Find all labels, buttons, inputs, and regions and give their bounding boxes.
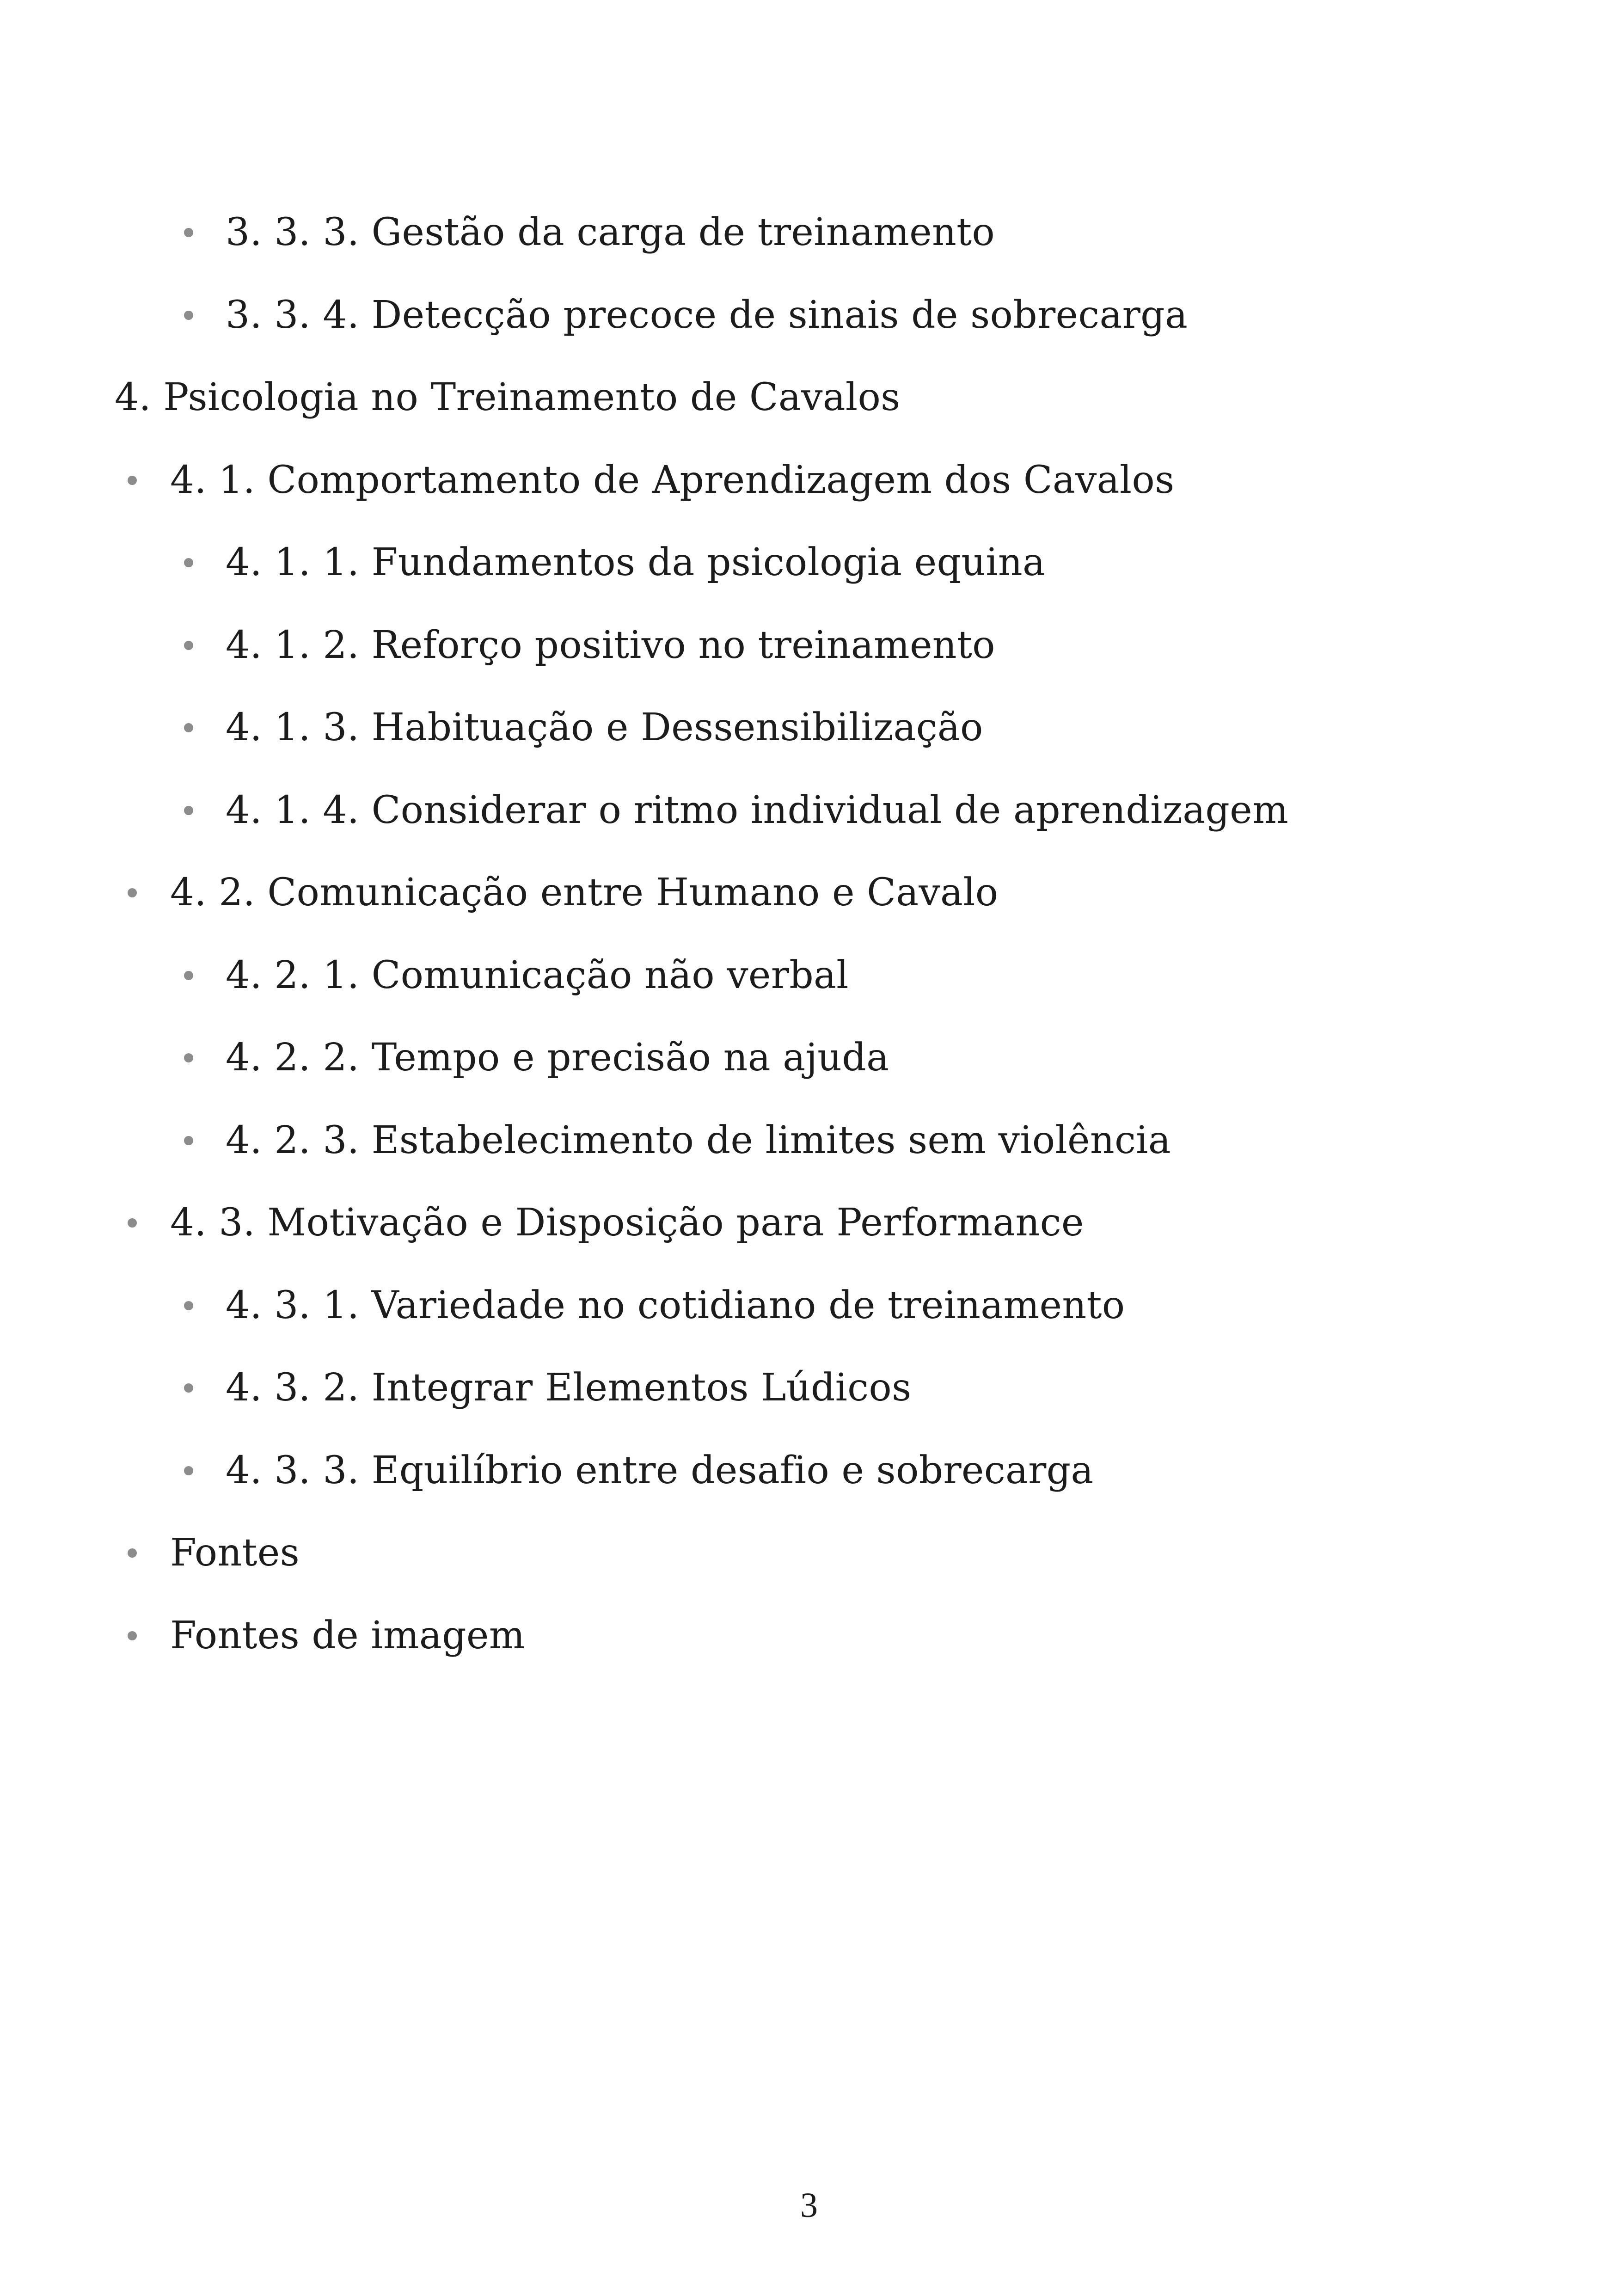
bullet-icon [184, 723, 193, 732]
bullet-icon [184, 1466, 193, 1475]
bullet-icon [128, 1548, 137, 1558]
toc-section-label: 4. 1. Comportamento de Aprendizagem dos Cavalos [170, 458, 1175, 502]
toc-entry-label: 4. 2. 2. Tempo e precisão na ajuda [226, 1036, 889, 1080]
toc-chapter-label: 4. Psicologia no Treinamento de Cavalos [115, 375, 901, 419]
bullet-icon [184, 1053, 193, 1062]
bullet-icon [184, 311, 193, 320]
bullet-icon [128, 1631, 137, 1640]
toc-entry-label: 4. 2. 3. Estabelecimento de limites sem violência [226, 1118, 1171, 1162]
toc-section-label: 4. 3. Motivação e Disposição para Performance [170, 1201, 1084, 1245]
toc-entry-label: 4. 2. 1. Comunicação não verbal [226, 953, 849, 997]
bullet-icon [184, 971, 193, 980]
bullet-icon [184, 558, 193, 567]
toc-entry-label: 4. 1. 3. Habituação e Dessensibilização [226, 706, 983, 749]
toc-entry-label: 4. 3. 2. Integrar Elementos Lúdicos [226, 1366, 912, 1410]
bullet-icon [184, 228, 193, 237]
bullet-icon [184, 1136, 193, 1145]
toc-section-label: Fontes [170, 1531, 300, 1575]
toc-entry-label: 3. 3. 3. Gestão da carga de treinamento [226, 210, 995, 254]
toc-entry-label: 4. 1. 1. Fundamentos da psicologia equina [226, 540, 1046, 584]
bullet-icon [184, 1301, 193, 1310]
bullet-icon [184, 1383, 193, 1393]
page-number: 3 [800, 2186, 818, 2225]
toc-section-label: Fontes de imagem [170, 1614, 525, 1658]
bullet-icon [128, 1218, 137, 1228]
toc-entry-label: 4. 1. 2. Reforço positivo no treinamento [226, 623, 995, 667]
bullet-icon [128, 888, 137, 897]
toc-entry-label: 3. 3. 4. Detecção precoce de sinais de sobrecarga [226, 293, 1188, 337]
bullet-icon [184, 806, 193, 815]
toc-section-label: 4. 2. Comunicação entre Humano e Cavalo [170, 871, 999, 915]
bullet-icon [184, 641, 193, 650]
toc-entry-label: 4. 3. 3. Equilíbrio entre desafio e sobrecarga [226, 1449, 1094, 1492]
bullet-icon [128, 476, 137, 485]
toc-entry-label: 4. 3. 1. Variedade no cotidiano de treinamento [226, 1283, 1125, 1327]
toc-entry-label: 4. 1. 4. Considerar o ritmo individual de aprendizagem [226, 788, 1289, 832]
